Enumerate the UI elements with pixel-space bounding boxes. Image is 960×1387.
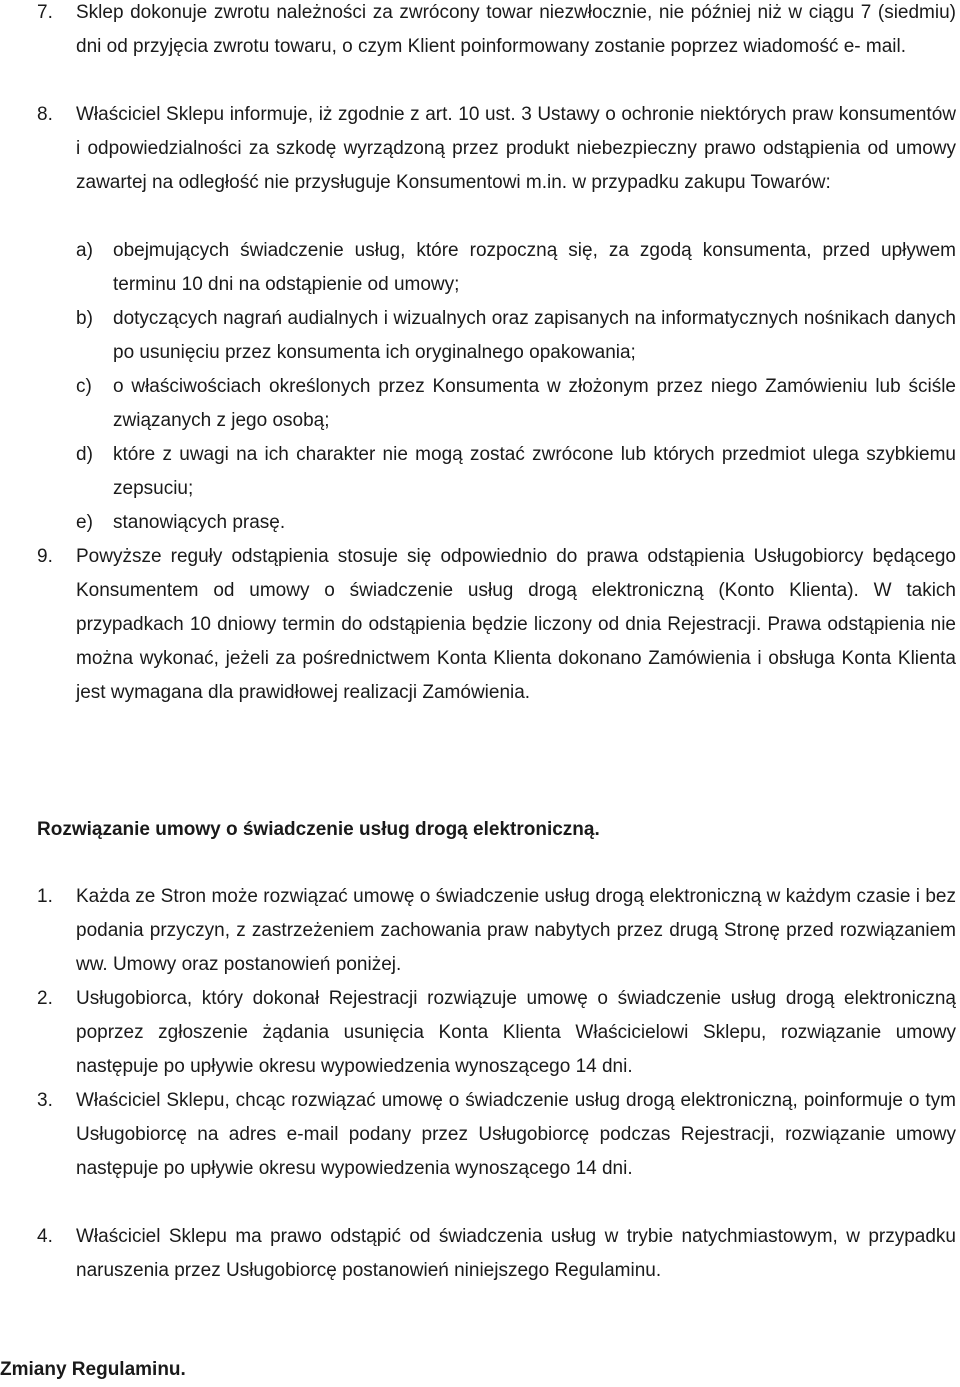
list-item-8 <box>0 98 960 234</box>
list-item-3 <box>0 1084 960 1220</box>
sub-item-d <box>76 438 956 506</box>
sub-item-text: które z uwagi na ich charakter nie mogą zostać zwrócone lub których przedmiot ulega szybkiemu zepsuciu; <box>113 444 956 499</box>
list-item-4 <box>0 1220 960 1288</box>
sub-item-text: obejmujących świadczenie usług, które rozpoczną się, za zgodą konsumenta, przed upływem terminu 10 dni na odstąpienie od umowy; <box>113 240 956 295</box>
sub-item-label: a) <box>76 240 93 261</box>
list-item-text: Sklep dokonuje zwrotu należności za zwrócony towar niezwłocznie, nie później niż w ciągu 7 (siedmiu) dni od przyjęcia zwrotu towaru, o czym Klient poinformowany zostanie poprzez wiadomość e- mail. <box>76 2 956 57</box>
sub-item-a <box>76 234 956 302</box>
list-number: 9. <box>37 546 53 567</box>
list-number: 2. <box>37 988 53 1009</box>
list-item-text: Właściciel Sklepu informuje, iż zgodnie z art. 10 ust. 3 Ustawy o ochronie niektórych praw konsumentów i odpowiedzialności za szkodę wyrządzoną przez produkt niebezpieczny prawo odstąpienia od umowy zawartej na odległość nie przysługuje Konsumentowi m.in. w przypadku zakupu Towarów: <box>76 104 956 193</box>
sub-item-label: e) <box>76 512 93 533</box>
section-heading: Zmiany Regulaminu. <box>0 1359 186 1380</box>
list-item-text: Właściciel Sklepu ma prawo odstąpić od świadczenia usług w trybie natychmiastowym, w przypadku naruszenia przez Usługobiorcę postanowień niniejszego Regulaminu. <box>76 1226 956 1281</box>
sub-item-text: stanowiących prasę. <box>113 512 286 533</box>
sub-item-c <box>76 370 956 438</box>
list-number: 8. <box>37 104 53 125</box>
list-item-text: Powyższe reguły odstąpienia stosuje się odpowiednio do prawa odstąpienia Usługobiorcy będącego Konsumentem od umowy o świadczenie usług drogą elektroniczną (Konto Klienta). W takich przypadkach 10 dniowy termin do odstąpienia będzie liczony od dnia Rejestracji. Prawa odstąpienia nie można wykonać, jeżeli za pośrednictwem Konta Klienta dokonano Zamówienia i obsługa Konta Klienta jest wymagana dla prawidłowej realizacji Zamówienia. <box>76 546 956 703</box>
list-item-text: Właściciel Sklepu, chcąc rozwiązać umowę o świadczenie usług drogą elektroniczną, poinformuje o tym Usługobiorcę na adres e-mail podany przez Usługobiorcę podczas Rejestracji, rozwiązanie umowy następuje po upływie okresu wypowiedzenia wynoszącego 14 dni. <box>76 1090 956 1179</box>
list-item-text: Usługobiorca, który dokonał Rejestracji rozwiązuje umowę o świadczenie usług drogą elektroniczną poprzez zgłoszenie żądania usunięcia Konta Klienta Właścicielowi Sklepu, rozwiązanie umowy następuje po upływie okresu wypowiedzenia wynoszącego 14 dni. <box>76 988 956 1077</box>
sub-item-label: d) <box>76 444 93 465</box>
list-number: 3. <box>37 1090 53 1111</box>
list-number: 1. <box>37 886 53 907</box>
sub-item-label: b) <box>76 308 93 329</box>
sub-item-text: o właściwościach określonych przez Konsumenta w złożonym przez niego Zamówieniu lub ściśle związanych z jego osobą; <box>113 376 956 431</box>
sub-item-text: dotyczących nagrań audialnych i wizualnych oraz zapisanych na informatycznych nośnikach danych po usunięciu przez konsumenta ich oryginalnego opakowania; <box>113 308 956 363</box>
list-item-text: Każda ze Stron może rozwiązać umowę o świadczenie usług drogą elektroniczną w każdym czasie i bez podania przyczyn, z zastrzeżeniem zachowania praw nabytych przez drugą Stronę przed rozwiązaniem ww. Umowy oraz postanowień poniżej. <box>76 886 956 975</box>
section-heading: Rozwiązanie umowy o świadczenie usług drogą elektroniczną. <box>37 819 600 840</box>
list-item-2 <box>0 982 960 1084</box>
sub-item-label: c) <box>76 376 92 397</box>
list-number: 4. <box>37 1226 53 1247</box>
list-item-7 <box>0 0 960 98</box>
list-number: 7. <box>37 2 53 23</box>
sub-item-b <box>76 302 956 370</box>
list-item-1 <box>0 880 960 982</box>
sub-item-e <box>76 506 956 540</box>
list-item-9 <box>0 540 960 744</box>
